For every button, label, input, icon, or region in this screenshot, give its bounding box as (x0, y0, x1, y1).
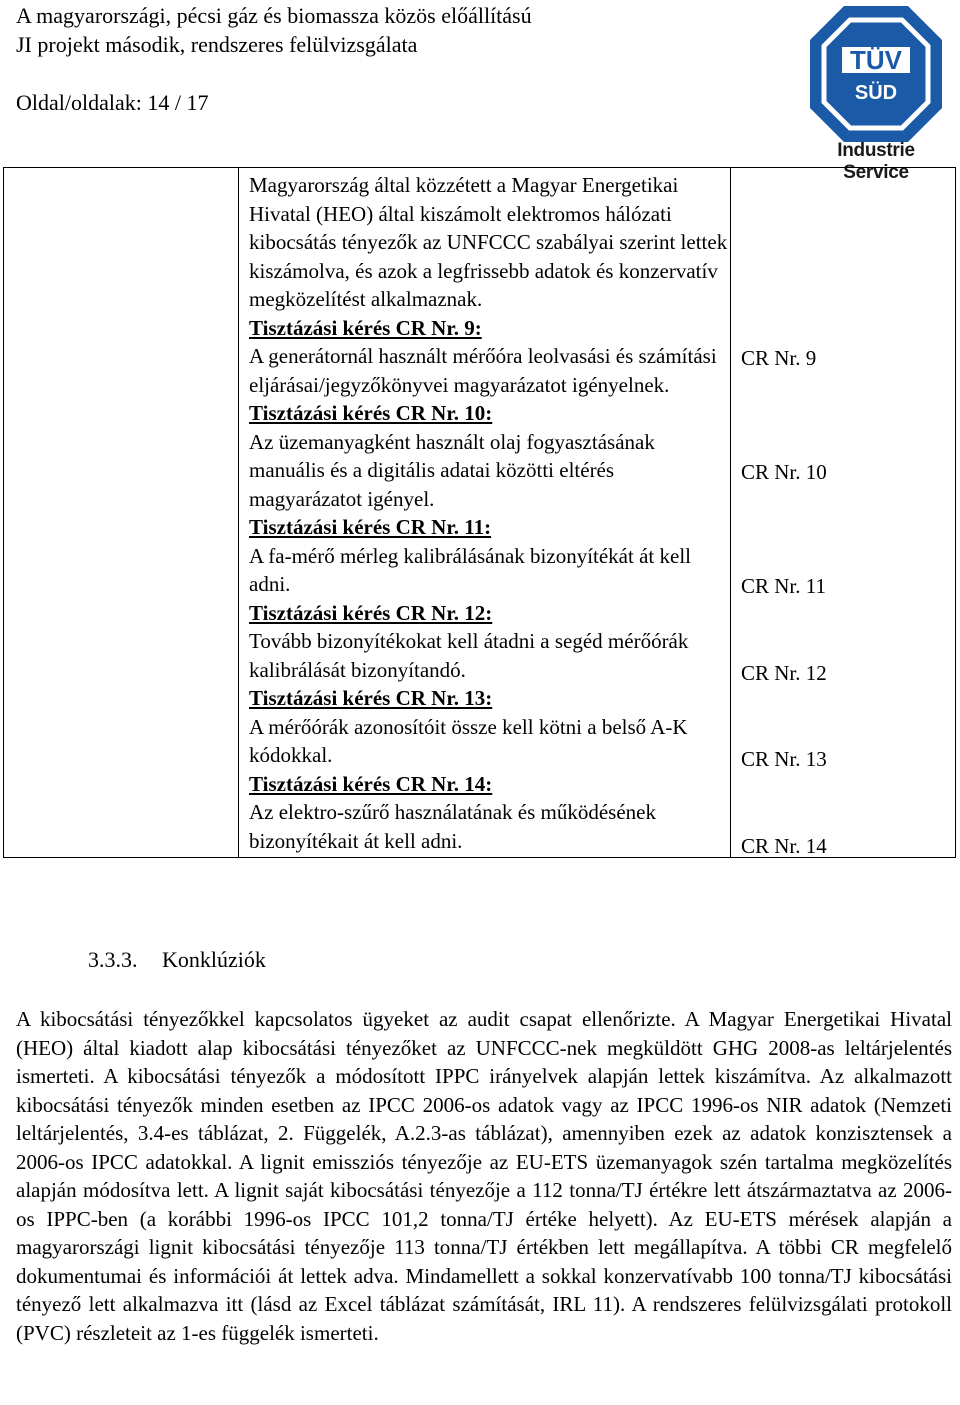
cr-reference-9: CR Nr. 9 (741, 346, 817, 370)
cr-text-12: Tovább bizonyítékokat kell átadni a segéd mérőórák kalibrálását bizonyítandó. (249, 629, 689, 682)
logo-caption: Industrie Service (837, 140, 915, 183)
cr-title-11: Tisztázási kérés CR Nr. 11: (249, 515, 492, 539)
cr-text-9: A generátornál használt mérőóra leolvasási és számítási eljárásai/jegyzőkönyvei magyarázatot igényelnek. (249, 344, 717, 397)
logo-text-top: TÜV (850, 45, 902, 75)
cr-title-10: Tisztázási kérés CR Nr. 10: (249, 401, 493, 425)
table-row (4, 168, 956, 858)
document-title-line-2: JI projekt második, rendszeres felülvizsgálata (16, 32, 418, 57)
section-title: Konklúziók (162, 947, 266, 972)
cr-reference-10: CR Nr. 10 (741, 460, 827, 484)
page-number-label: Oldal/oldalak: 14 / 17 (16, 90, 209, 115)
cr-text-10: Az üzemanyagként használt olaj fogyasztásának manuális és a digitális adatai közötti eltérés magyarázatot igényel. (249, 429, 655, 511)
logo-text-sub: SÜD (854, 82, 898, 104)
conclusions-paragraph: A kibocsátási tényezőkkel kapcsolatos ügyeket az audit csapat ellenőrizte. A Magyar Energetikai Hivatal (HEO) által kiadott alap kibocsátási tényezőket az UNFCCC-nek megküldött GHG 2008-as leltárjelentés ismerteti. A kibocsátási tényezők a módosított IPPC irányelvek alapján lettek kiszámítva. Az alkalmazott kibocsátási tényezők minden esetben az IPCC 2006-os adatok vagy az IPCC 1996-os NIR adatok (Nemzeti leltárjelentés, 3.4-es táblázat, 2. Függelék, A.2.3-as táblázat), amennyiben ezek az adatok konzisztensek a 2006-os IPCC adatokkal. A lignit emissziós tényezője az EU-ETS üzemanyagok szén tartalma megközelítés alapján módosítva lett. A lignit saját kibocsátási tényezője a 112 tonna/TJ értékre lett átszármaztatva az 2006-os IPPC-ben (a korábbi 1996-os IPCC 101,2 tonna/TJ értéke helyett). Az EU-ETS mérések alapján a magyarországi lignit kibocsátási tényezője 113 tonna/TJ értékben lett megállapítva. A többi CR megfelelő dokumentumai és információi át lettek adva. Mindamellett a sokkal konzervatívabb 100 tonna/TJ kibocsátási tényező lett alkalmazva itt (lásd az Excel táblázat számítását, IRL 11). A rendszeres felülvizsgálati protokoll (PVC) részleteit az 1-es függelék ismerteti. (16, 1007, 952, 1345)
clarification-requests-table (3, 167, 956, 858)
table-text-cell (239, 168, 731, 858)
cr-reference-13: CR Nr. 13 (741, 747, 827, 771)
intro-text: Magyarország által közzétett a Magyar Energetikai Hivatal (HEO) által kiszámolt elektromos hálózati kibocsátás tényezők az UNFCCC szabályai szerint lettek kiszámolva, és azok a legfrissebb adatok és konzervatív megközelítést alkalmaznak. (249, 173, 728, 311)
cr-reference-11: CR Nr. 11 (741, 574, 826, 598)
cr-title-13: Tisztázási kérés CR Nr. 13: (249, 686, 493, 710)
cr-reference-14: CR Nr. 14 (741, 834, 827, 858)
cr-title-9: Tisztázási kérés CR Nr. 9: (249, 315, 482, 340)
cr-text-13: A mérőórák azonosítóit össze kell kötni a belső A-K kódokkal. (249, 714, 688, 767)
cr-text-14: Az elektro-szűrő használatának és működésének bizonyítékait át kell adni. (249, 800, 656, 853)
cr-title-12: Tisztázási kérés CR Nr. 12: (249, 600, 493, 625)
table-reference-cell (731, 168, 956, 858)
cr-reference-12: CR Nr. 12 (741, 661, 827, 685)
section-heading (88, 946, 266, 974)
document-title-line-1: A magyarországi, pécsi gáz és biomassza közös előállítású (16, 3, 532, 28)
section-number: 3.3.3. (88, 947, 138, 972)
cr-title-14: Tisztázási kérés CR Nr. 14: (249, 771, 493, 796)
tuv-sud-logo (806, 2, 946, 183)
cr-text-11: A fa-mérő mérleg kalibrálásának bizonyítékát át kell adni. (249, 543, 691, 596)
table-empty-cell (4, 168, 239, 858)
